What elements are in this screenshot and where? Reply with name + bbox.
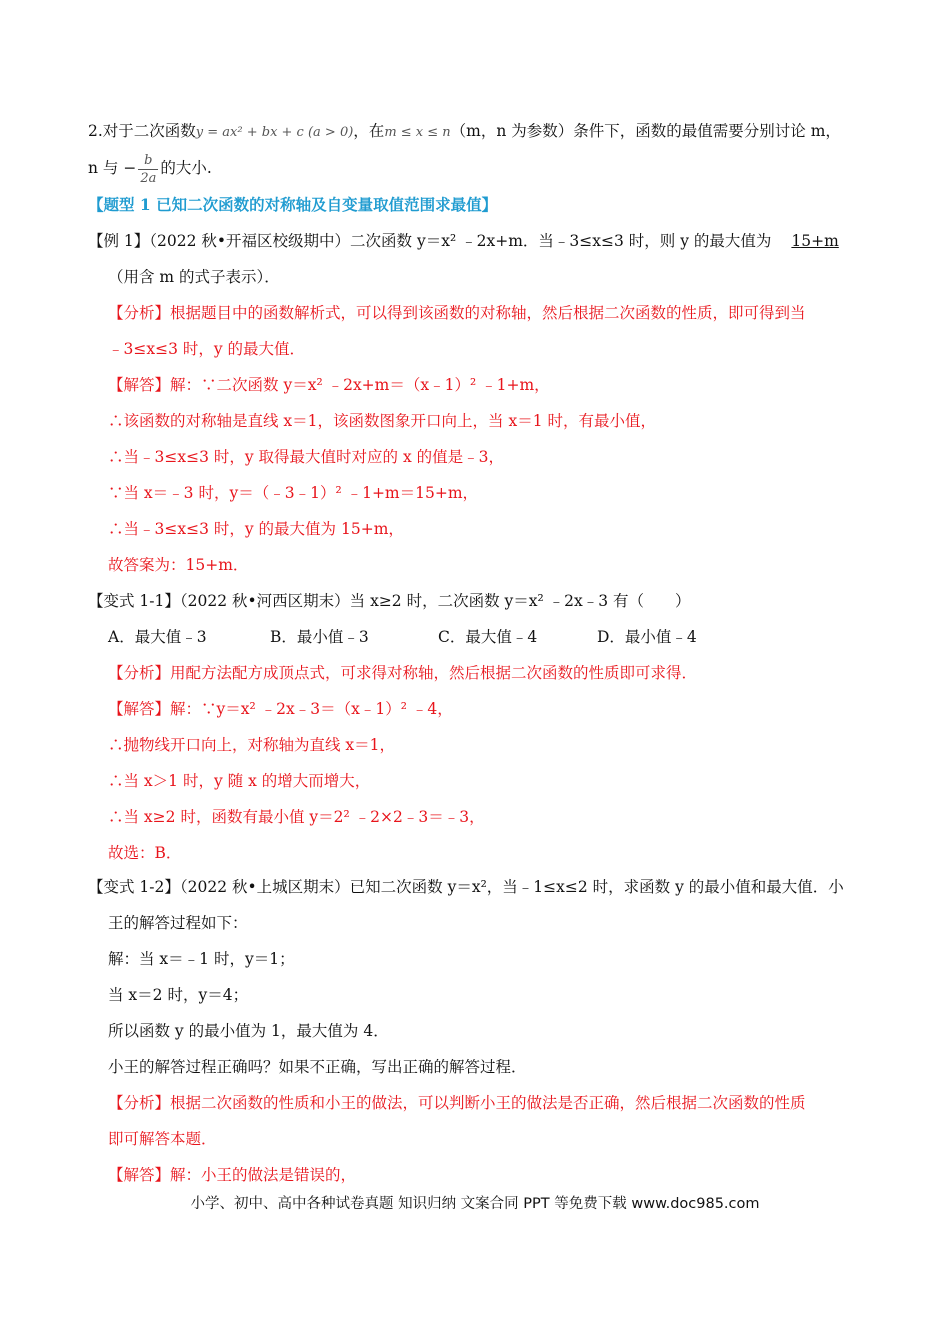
var12-analysis-line2: 即可解答本题． bbox=[108, 1130, 217, 1148]
fraction-b-over-2a: $\frac{b}{2a}$ bbox=[140, 152, 157, 186]
var12-solution: 【解答】解：小王的做法是错误的， bbox=[108, 1166, 357, 1184]
var12-line4: 当 x＝2 时，y＝4； bbox=[108, 986, 249, 1004]
ex1-question: 【例 1】（2022 秋•开福区校级期中）二次函数 y＝x² ﹣2x+m．当﹣3≤x≤3 时，则 y 的最大值为 15+m bbox=[88, 232, 839, 250]
point2-line1: 2.对于二次函数y = ax² + bx + c (a > 0)，在m ≤ x ≤ n（m，n 为参数）条件下，函数的最值需要分别讨论 m， bbox=[88, 122, 841, 140]
var12-question: 【变式 1-2】（2022 秋•上城区期末）已知二次函数 y＝x²，当﹣1≤x≤2 时，求函数 y 的最小值和最大值．小 bbox=[88, 878, 844, 896]
var11-option-c: C．最大值﹣4 bbox=[438, 628, 538, 646]
var12-question-line2: 王的解答过程如下： bbox=[108, 914, 248, 932]
ex1-answer: 故答案为：15+m． bbox=[108, 556, 249, 574]
var11-option-b: B．最小值﹣3 bbox=[270, 628, 369, 646]
var12-line6: 小王的解答过程正确吗？如果不正确，写出正确的解答过程． bbox=[108, 1058, 527, 1076]
formula-quadratic: y = ax² + bx + c (a > 0) bbox=[195, 125, 354, 140]
type-title: 【题型 1 已知二次函数的对称轴及自变量取值范围求最值】 bbox=[88, 195, 498, 214]
var11-step3: ∴当 x＞1 时，y 随 x 的增大而增大， bbox=[108, 772, 371, 790]
ex1-step3: ∴当﹣3≤x≤3 时，y 取得最大值时对应的 x 的值是﹣3， bbox=[108, 448, 505, 466]
var11-step4: ∴当 x≥2 时，函数有最小值 y＝2² ﹣2×2﹣3＝﹣3， bbox=[108, 808, 485, 826]
ex1-answer-blank: 15+m bbox=[791, 232, 839, 250]
var11-option-d: D．最小值﹣4 bbox=[597, 628, 697, 646]
var12-analysis: 【分析】根据二次函数的性质和小王的做法，可以判断小王的做法是否正确，然后根据二次函数的性质 bbox=[108, 1094, 806, 1112]
ex1-solution: 【解答】解：∵二次函数 y＝x² ﹣2x+m＝（x﹣1）² ﹣1+m， bbox=[108, 376, 550, 394]
page-footer: 小学、初中、高中各种试卷真题 知识归纳 文案合同 PPT 等免费下载 www.doc985.com bbox=[190, 1196, 760, 1212]
ex1-analysis: 【分析】根据题目中的函数解析式，可以得到该函数的对称轴，然后根据二次函数的性质，即可得到当 bbox=[108, 304, 806, 322]
var11-question: 【变式 1-1】（2022 秋•河西区期末）当 x≥2 时，二次函数 y＝x² ﹣2x﹣3 有（ ） bbox=[88, 592, 691, 610]
ex1-step4: ∵当 x＝﹣3 时，y＝（﹣3﹣1）² ﹣1+m＝15+m， bbox=[108, 484, 479, 502]
ex1-step5: ∴当﹣3≤x≤3 时，y 的最大值为 15+m， bbox=[108, 520, 404, 538]
var11-analysis: 【分析】用配方法配方成顶点式，可求得对称轴，然后根据二次函数的性质即可求得． bbox=[108, 664, 698, 682]
formula-range: m ≤ x ≤ n bbox=[384, 125, 451, 140]
var11-option-a: A．最大值﹣3 bbox=[108, 628, 207, 646]
var11-solution: 【解答】解：∵y＝x² ﹣2x﹣3＝（x﹣1）² ﹣4， bbox=[108, 700, 453, 718]
ex1-question-line2: （用含 m 的式子表示）． bbox=[108, 268, 280, 286]
var12-line5: 所以函数 y 的最小值为 1，最大值为 4． bbox=[108, 1022, 389, 1040]
point2-line2: n 与 − $\frac{b}{2a}$ 的大小. bbox=[88, 152, 212, 186]
ex1-analysis-line2: ﹣3≤x≤3 时，y 的最大值． bbox=[108, 340, 306, 358]
ex1-step2: ∴该函数的对称轴是直线 x＝1，该函数图象开口向上，当 x＝1 时，有最小值， bbox=[108, 412, 656, 430]
var12-line3: 解：当 x＝﹣1 时，y＝1； bbox=[108, 950, 295, 968]
var11-answer: 故选：B． bbox=[108, 844, 182, 862]
var11-step2: ∴抛物线开口向上，对称轴为直线 x＝1， bbox=[108, 736, 396, 754]
